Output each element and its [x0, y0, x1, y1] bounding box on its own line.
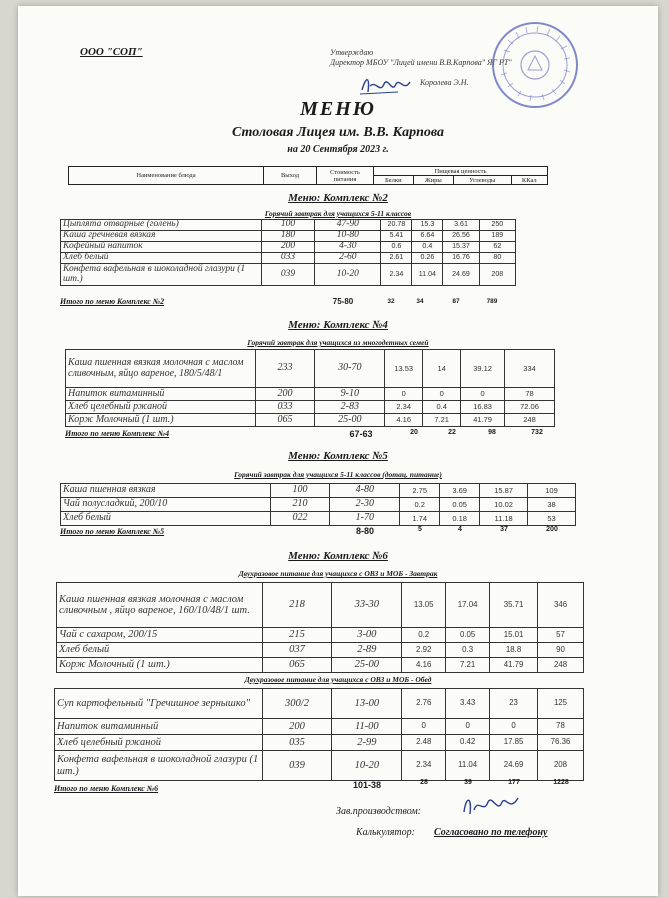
k4-table — [65, 349, 555, 427]
k5-total-kcal: 200 — [546, 526, 558, 533]
dish-name: Каша пшенная вязкая молочная с маслом сливочным, яйцо вареное, 180/5/48/1 — [66, 350, 256, 388]
k2-total-kcal: 789 — [486, 298, 498, 305]
dish-price: 1-70 — [330, 512, 400, 526]
dish-price: 13-00 — [332, 689, 402, 719]
menu-row — [57, 583, 584, 628]
dish-kcal: 78 — [538, 719, 584, 735]
dish-fat: 0.4 — [412, 242, 443, 253]
dish-protein: 2.92 — [402, 643, 446, 658]
menu-row — [61, 253, 516, 264]
dish-yield: 200 — [255, 388, 315, 401]
dish-yield: 215 — [262, 628, 332, 643]
dish-name: Конфета вафельная в шоколадной глазури (1 шт.) — [61, 264, 262, 286]
dish-carbs: 24.69 — [443, 264, 479, 286]
dish-name: Напиток витаминный — [55, 719, 263, 735]
approval-line-2: Директор МБОУ "Лицей имени В.В.Карпова" ЯГ РТ" — [330, 58, 512, 67]
k6-total-fat: 39 — [464, 779, 472, 786]
dish-yield: 233 — [255, 350, 315, 388]
dish-carbs: 18.8 — [490, 643, 538, 658]
k6-lunch-table — [54, 688, 584, 781]
menu-row — [61, 484, 576, 498]
dish-kcal: 38 — [528, 498, 576, 512]
k2-total-fat: 34 — [416, 298, 424, 305]
dish-fat: 11.04 — [446, 751, 490, 781]
dish-protein: 0 — [402, 719, 446, 735]
dish-price: 25-00 — [315, 414, 385, 427]
dish-carbs: 15.01 — [490, 628, 538, 643]
menu-row — [66, 350, 555, 388]
approval-line-1: Утверждаю — [330, 48, 374, 57]
dish-price: 2-83 — [315, 401, 385, 414]
dish-name: Корж Молочный (1 шт.) — [66, 414, 256, 427]
k2-total-label: Итого по меню Комплекс №2 — [60, 297, 165, 306]
dish-name: Каша пшенная вязкая молочная с маслом сливочным , яйцо вареное, 160/10/48/1 шт. — [57, 583, 263, 628]
dish-name: Хлеб белый — [61, 512, 271, 526]
dish-protein: 1.74 — [400, 512, 440, 526]
dish-name: Каша гречневая вязкая — [61, 231, 262, 242]
dish-name: Хлеб целебный ржаной — [66, 401, 256, 414]
section-k6-breakfast-subheading: Двухразовое питание для учащихся с ОВЗ и МОБ - Завтрак — [238, 569, 438, 578]
dish-protein: 0.2 — [402, 628, 446, 643]
dish-price: 47-90 — [315, 220, 381, 231]
menu-row — [55, 719, 584, 735]
dish-price: 2-99 — [332, 735, 402, 751]
dish-protein: 2.48 — [402, 735, 446, 751]
dish-carbs: 3.61 — [443, 220, 479, 231]
dish-kcal: 72.06 — [505, 401, 555, 414]
dish-protein: 0 — [385, 388, 423, 401]
calculator-label: Калькулятор: — [356, 827, 415, 838]
director-signature — [358, 72, 414, 98]
canteen-name: Столовая Лицея им. В.В. Карпова — [231, 125, 445, 140]
dish-protein: 2.75 — [400, 484, 440, 498]
k4-total-price: 67-63 — [349, 429, 373, 439]
dish-kcal: 208 — [538, 751, 584, 781]
col-kcal: ККал — [511, 176, 547, 185]
k5-table — [60, 483, 576, 526]
dish-yield: 218 — [262, 583, 332, 628]
col-protein: Белки — [374, 176, 414, 185]
k4-total-label: Итого по меню Комплекс №4 — [65, 429, 170, 438]
dish-kcal: 248 — [505, 414, 555, 427]
dish-price: 2-30 — [330, 498, 400, 512]
dish-protein: 4.16 — [385, 414, 423, 427]
dish-yield: 200 — [261, 242, 314, 253]
menu-row — [61, 220, 516, 231]
dish-fat: 3.69 — [440, 484, 480, 498]
dish-protein: 20.78 — [381, 220, 412, 231]
menu-row — [66, 401, 555, 414]
dish-carbs: 24.69 — [490, 751, 538, 781]
section-k6-heading: Меню: Комплекс №6 — [288, 550, 388, 562]
dish-name: Чай с сахаром, 200/15 — [57, 628, 263, 643]
dish-carbs: 15.87 — [480, 484, 528, 498]
dish-fat: 15.3 — [412, 220, 443, 231]
menu-row — [55, 689, 584, 719]
dish-carbs: 26.56 — [443, 231, 479, 242]
dish-fat: 0.26 — [412, 253, 443, 264]
dish-protein: 2.34 — [385, 401, 423, 414]
dish-name: Кофейный напиток — [61, 242, 262, 253]
dish-protein: 2.61 — [381, 253, 412, 264]
organization-name: ООО "СОП" — [80, 46, 143, 58]
dish-price: 9-10 — [315, 388, 385, 401]
dish-protein: 13.05 — [402, 583, 446, 628]
dish-fat: 17.04 — [446, 583, 490, 628]
dish-fat: 0.05 — [440, 498, 480, 512]
dish-kcal: 62 — [479, 242, 515, 253]
dish-yield: 180 — [261, 231, 314, 242]
menu-row — [55, 735, 584, 751]
k2-table — [60, 219, 516, 286]
document-title: МЕНЮ — [300, 98, 376, 120]
dish-protein: 0.6 — [381, 242, 412, 253]
dish-name: Чай полусладкий, 200/10 — [61, 498, 271, 512]
dish-yield: 300/2 — [262, 689, 332, 719]
dish-kcal: 109 — [528, 484, 576, 498]
col-nutrition: Пищевая ценность — [374, 167, 548, 176]
dish-yield: 039 — [262, 751, 332, 781]
production-manager-label: Зав.производством: — [336, 806, 422, 817]
menu-row — [55, 751, 584, 781]
dish-name: Хлеб целебный ржаной — [55, 735, 263, 751]
dish-price: 3-00 — [332, 628, 402, 643]
dish-carbs: 35.71 — [490, 583, 538, 628]
menu-row — [66, 414, 555, 427]
dish-fat: 0.42 — [446, 735, 490, 751]
official-seal — [490, 20, 580, 110]
dish-yield: 200 — [262, 719, 332, 735]
dish-price: 30-70 — [315, 350, 385, 388]
dish-yield: 035 — [262, 735, 332, 751]
menu-row — [61, 512, 576, 526]
dish-yield: 022 — [270, 512, 330, 526]
dish-fat: 0.4 — [423, 401, 461, 414]
section-k6-lunch-subheading: Двухразовое питание для учащихся с ОВЗ и МОБ - Обед — [244, 675, 432, 684]
dish-kcal: 76.36 — [538, 735, 584, 751]
dish-carbs: 15.37 — [443, 242, 479, 253]
dish-price: 11-00 — [332, 719, 402, 735]
dish-fat: 0 — [423, 388, 461, 401]
dish-yield: 037 — [262, 643, 332, 658]
section-k2-subheading: Горячий завтрак для учащихся 5-11 классов — [264, 209, 412, 218]
dish-carbs: 23 — [490, 689, 538, 719]
k6-total-label: Итого по меню Комплекс №6 — [54, 784, 159, 793]
dish-fat: 7.21 — [423, 414, 461, 427]
dish-price: 25-00 — [332, 658, 402, 673]
k5-total-label: Итого по меню Комплекс №5 — [60, 527, 165, 536]
dish-name: Цыплята отварные (голень) — [61, 220, 262, 231]
col-cost: Стоимость питания — [317, 167, 374, 185]
dish-carbs: 16.83 — [461, 401, 505, 414]
dish-carbs: 39.12 — [461, 350, 505, 388]
k4-total-carbs: 98 — [488, 429, 496, 436]
dish-protein: 2.76 — [402, 689, 446, 719]
k6-total-protein: 28 — [420, 779, 428, 786]
column-header-table — [68, 166, 548, 185]
dish-protein: 5.41 — [381, 231, 412, 242]
dish-price: 10-20 — [315, 264, 381, 286]
dish-name: Каша пшенная вязкая — [61, 484, 271, 498]
dish-fat: 14 — [423, 350, 461, 388]
dish-yield: 210 — [270, 498, 330, 512]
k5-total-carbs: 37 — [500, 526, 508, 533]
dish-price: 4-80 — [330, 484, 400, 498]
dish-protein: 0.2 — [400, 498, 440, 512]
k5-total-fat: 4 — [458, 526, 462, 533]
menu-row — [66, 388, 555, 401]
dish-price: 10-80 — [315, 231, 381, 242]
dish-fat: 0.3 — [446, 643, 490, 658]
dish-fat: 7.21 — [446, 658, 490, 673]
dish-fat: 0 — [446, 719, 490, 735]
dish-kcal: 250 — [479, 220, 515, 231]
k2-total-price: 75-80 — [332, 297, 354, 306]
calculator-value: Согласовано по телефону — [434, 827, 548, 838]
dish-protein: 2.34 — [402, 751, 446, 781]
manager-signature — [458, 790, 528, 820]
col-carbs: Углеводы — [453, 176, 511, 185]
dish-kcal: 334 — [505, 350, 555, 388]
section-k2-heading: Меню: Комплекс №2 — [288, 192, 388, 204]
menu-row — [57, 643, 584, 658]
dish-kcal: 208 — [479, 264, 515, 286]
director-name: Королева Э.Н. — [420, 78, 469, 87]
dish-kcal: 80 — [479, 253, 515, 264]
menu-row — [57, 658, 584, 673]
dish-carbs: 11.18 — [480, 512, 528, 526]
dish-kcal: 53 — [528, 512, 576, 526]
k6-total-carbs: 177 — [508, 779, 520, 786]
dish-name: Напиток витаминный — [66, 388, 256, 401]
dish-carbs: 0 — [461, 388, 505, 401]
dish-yield: 033 — [261, 253, 314, 264]
menu-row — [57, 628, 584, 643]
k4-total-kcal: 732 — [531, 429, 543, 436]
dish-name: Корж Молочный (1 шт.) — [57, 658, 263, 673]
section-k5-subheading: Горячий завтрак для учащихся 5-11 классов (дотац. питание) — [234, 470, 442, 479]
k6-total-kcal: 1228 — [553, 779, 569, 786]
dish-carbs: 41.79 — [461, 414, 505, 427]
k5-total-protein: 5 — [418, 526, 422, 533]
menu-row — [61, 231, 516, 242]
col-dish: Наименование блюда — [69, 167, 264, 185]
dish-protein: 4.16 — [402, 658, 446, 673]
dish-protein: 13.53 — [385, 350, 423, 388]
dish-carbs: 16.76 — [443, 253, 479, 264]
section-k5-heading: Меню: Комплекс №5 — [288, 450, 388, 462]
section-k4-subheading: Горячий завтрак для учащихся из многодетных семей — [247, 338, 429, 347]
dish-name: Суп картофельный "Гречишное зернышко" — [55, 689, 263, 719]
dish-price: 2-89 — [332, 643, 402, 658]
menu-row — [61, 242, 516, 253]
menu-document — [18, 6, 658, 896]
section-k4-heading: Меню: Комплекс №4 — [288, 319, 388, 331]
dish-yield: 039 — [261, 264, 314, 286]
k5-total-price: 8-80 — [355, 526, 374, 536]
dish-carbs: 10.02 — [480, 498, 528, 512]
menu-date: на 20 Сентября 2023 г. — [287, 144, 389, 155]
dish-yield: 065 — [255, 414, 315, 427]
menu-row — [61, 498, 576, 512]
dish-price: 2-60 — [315, 253, 381, 264]
dish-name: Хлеб белый — [57, 643, 263, 658]
dish-fat: 6.64 — [412, 231, 443, 242]
dish-fat: 0.18 — [440, 512, 480, 526]
dish-kcal: 248 — [538, 658, 584, 673]
dish-yield: 065 — [262, 658, 332, 673]
dish-name: Конфета вафельная в шоколадной глазури (1 шт.) — [55, 751, 263, 781]
dish-yield: 100 — [261, 220, 314, 231]
dish-yield: 100 — [270, 484, 330, 498]
dish-fat: 11.04 — [412, 264, 443, 286]
dish-kcal: 90 — [538, 643, 584, 658]
k2-total-protein: 32 — [387, 298, 395, 305]
col-yield: Выход — [264, 167, 317, 185]
dish-yield: 033 — [255, 401, 315, 414]
dish-kcal: 125 — [538, 689, 584, 719]
dish-fat: 3.43 — [446, 689, 490, 719]
dish-price: 4-30 — [315, 242, 381, 253]
k2-total-carbs: 87 — [452, 298, 460, 305]
dish-fat: 0.05 — [446, 628, 490, 643]
dish-price: 10-20 — [332, 751, 402, 781]
menu-row — [61, 264, 516, 286]
k6-breakfast-table — [56, 582, 584, 673]
dish-kcal: 346 — [538, 583, 584, 628]
dish-protein: 2.34 — [381, 264, 412, 286]
dish-kcal: 57 — [538, 628, 584, 643]
k6-total-price: 101-38 — [352, 780, 382, 790]
dish-price: 33-30 — [332, 583, 402, 628]
k4-total-fat: 22 — [448, 429, 456, 436]
k4-total-protein: 20 — [410, 429, 418, 436]
col-fat: Жиры — [413, 176, 453, 185]
dish-carbs: 41.79 — [490, 658, 538, 673]
dish-kcal: 189 — [479, 231, 515, 242]
dish-kcal: 78 — [505, 388, 555, 401]
dish-carbs: 0 — [490, 719, 538, 735]
dish-name: Хлеб белый — [61, 253, 262, 264]
dish-carbs: 17.85 — [490, 735, 538, 751]
